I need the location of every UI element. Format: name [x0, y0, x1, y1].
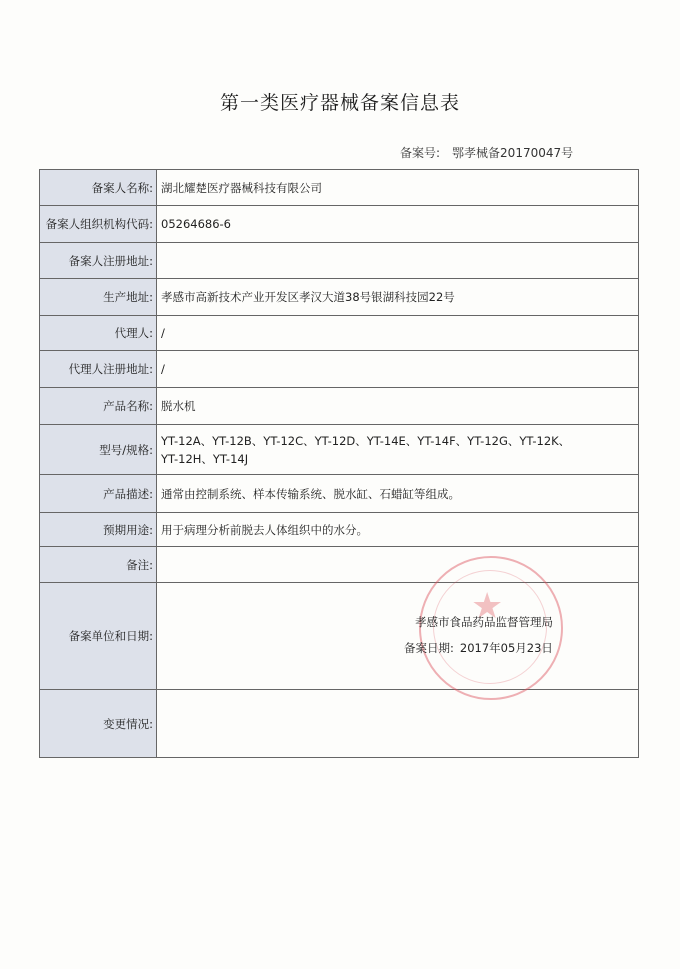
table-row — [40, 690, 639, 758]
table-row — [40, 243, 639, 279]
table-row — [40, 388, 639, 425]
field-label: 备案单位和日期: — [40, 583, 157, 690]
field-value — [157, 243, 639, 279]
field-value: 用于病理分析前脱去人体组织中的水分。 — [157, 513, 639, 547]
table-row — [40, 425, 639, 475]
field-label: 代理人: — [40, 316, 157, 351]
record-number-label: 备案号: — [400, 146, 441, 160]
table-row — [40, 513, 639, 547]
field-label: 备注: — [40, 547, 157, 583]
field-label: 产品描述: — [40, 475, 157, 513]
field-label: 备案人组织机构代码: — [40, 206, 157, 243]
field-value — [157, 547, 639, 583]
table-row — [40, 206, 639, 243]
field-label: 代理人注册地址: — [40, 351, 157, 388]
field-label: 生产地址: — [40, 279, 157, 316]
registering-agency: 孝感市食品药品监督管理局 — [415, 615, 553, 629]
table-row — [40, 279, 639, 316]
field-label: 预期用途: — [40, 513, 157, 547]
model-line-1: YT-12A、YT-12B、YT-12C、YT-12D、YT-14E、YT-14F、YT-12G、YT-12K、 — [161, 433, 571, 448]
field-value — [157, 690, 639, 758]
field-value: / — [157, 316, 639, 351]
field-value: 脱水机 — [157, 388, 639, 425]
table-row — [40, 316, 639, 351]
record-number-value: 鄂孝械备20170047号 — [452, 146, 574, 160]
table-row — [40, 351, 639, 388]
field-value: 孝感市高新技术产业开发区孝汉大道38号银湖科技园22号 — [157, 279, 639, 316]
field-label: 备案人注册地址: — [40, 243, 157, 279]
field-value: 05264686-6 — [157, 206, 639, 243]
registration-form-table — [39, 169, 639, 758]
field-value: 湖北耀楚医疗器械科技有限公司 — [157, 170, 639, 206]
table-row — [40, 170, 639, 206]
table-row — [40, 475, 639, 513]
field-value — [157, 583, 639, 690]
field-value: / — [157, 351, 639, 388]
record-number — [400, 144, 573, 161]
document-title: 第一类医疗器械备案信息表 — [219, 92, 460, 114]
seal-star-icon: ★ — [471, 586, 504, 627]
record-date-label: 备案日期: — [404, 641, 454, 655]
signature-block — [157, 583, 638, 689]
record-date — [404, 639, 553, 657]
table-row — [40, 547, 639, 583]
record-date-value: 2017年05月23日 — [459, 641, 553, 655]
field-value — [157, 425, 639, 475]
field-label: 型号/规格: — [40, 425, 157, 475]
table-row — [40, 583, 639, 690]
field-value: 通常由控制系统、样本传输系统、脱水缸、石蜡缸等组成。 — [157, 475, 639, 513]
field-label: 变更情况: — [40, 690, 157, 758]
field-label: 备案人名称: — [40, 170, 157, 206]
model-line-2: YT-12H、YT-14J — [161, 451, 249, 466]
field-label: 产品名称: — [40, 388, 157, 425]
